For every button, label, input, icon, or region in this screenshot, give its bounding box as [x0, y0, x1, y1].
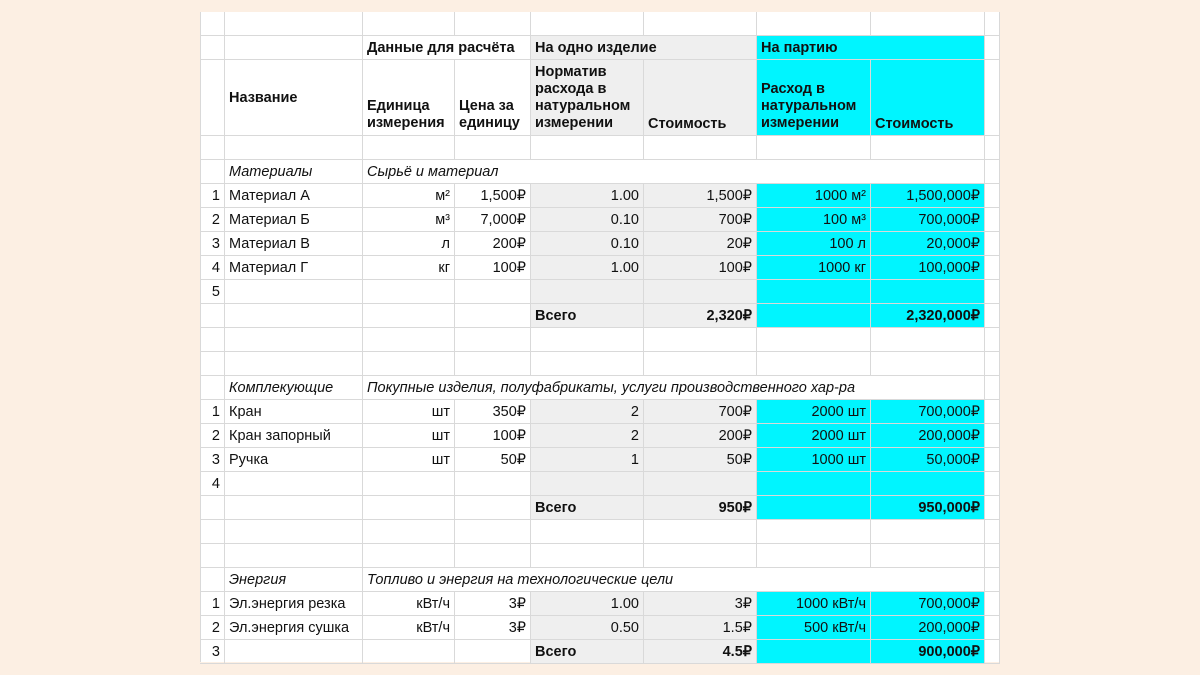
cell-unit[interactable]: м²: [363, 184, 455, 208]
row-number[interactable]: 4: [200, 472, 225, 496]
empty-cell[interactable]: [225, 640, 363, 664]
column-header-norm[interactable]: Норматив расхода в натуральном измерении: [531, 60, 644, 136]
row-number[interactable]: 1: [200, 592, 225, 616]
empty-cell[interactable]: [531, 544, 644, 568]
column-header-cost[interactable]: Стоимость: [644, 60, 757, 136]
empty-cell[interactable]: [200, 60, 225, 136]
cell-norm[interactable]: 1.00: [531, 592, 644, 616]
empty-cell[interactable]: [200, 12, 225, 36]
cell-batch-usage[interactable]: [757, 280, 871, 304]
total-cost[interactable]: 4.5₽: [644, 640, 757, 664]
row-number[interactable]: 2: [200, 424, 225, 448]
cell-norm[interactable]: 1.00: [531, 256, 644, 280]
empty-cell[interactable]: [985, 184, 1000, 208]
section-subtitle[interactable]: Сырьё и материал: [363, 160, 985, 184]
cell-unit[interactable]: [363, 472, 455, 496]
cell-name[interactable]: Материал В: [225, 232, 363, 256]
cell-price[interactable]: 3₽: [455, 592, 531, 616]
cell-batch-usage[interactable]: 500 кВт/ч: [757, 616, 871, 640]
cell-price[interactable]: 7,000₽: [455, 208, 531, 232]
empty-cell[interactable]: [200, 160, 225, 184]
cell-batch-usage[interactable]: 100 л: [757, 232, 871, 256]
empty-cell[interactable]: [225, 496, 363, 520]
header-data-for-calc[interactable]: Данные для расчёта: [363, 36, 531, 60]
row-number[interactable]: [200, 496, 225, 520]
cell-batch-usage[interactable]: 1000 шт: [757, 448, 871, 472]
cell-price[interactable]: [455, 280, 531, 304]
total-batch-cost[interactable]: 2,320,000₽: [871, 304, 985, 328]
empty-cell[interactable]: [200, 376, 225, 400]
empty-cell[interactable]: [985, 328, 1000, 352]
empty-cell[interactable]: [985, 208, 1000, 232]
empty-cell[interactable]: [871, 136, 985, 160]
cell-batch-cost[interactable]: 200,000₽: [871, 424, 985, 448]
cell-name[interactable]: Материал Г: [225, 256, 363, 280]
header-per-batch[interactable]: На партию: [757, 36, 985, 60]
empty-cell[interactable]: [985, 448, 1000, 472]
cell-norm[interactable]: 2: [531, 424, 644, 448]
row-number[interactable]: 2: [200, 208, 225, 232]
empty-cell[interactable]: [225, 36, 363, 60]
cell-name[interactable]: [225, 472, 363, 496]
section-subtitle[interactable]: Покупные изделия, полуфабрикаты, услуги производственного хар-ра: [363, 376, 985, 400]
empty-cell[interactable]: [225, 328, 363, 352]
empty-cell[interactable]: [225, 520, 363, 544]
cell-cost[interactable]: 3₽: [644, 592, 757, 616]
cell-cost[interactable]: 700₽: [644, 208, 757, 232]
empty-cell[interactable]: [985, 592, 1000, 616]
empty-cell[interactable]: [531, 520, 644, 544]
cell-batch-usage[interactable]: [757, 472, 871, 496]
column-header-name[interactable]: Название: [225, 60, 363, 136]
empty-cell[interactable]: [985, 60, 1000, 136]
empty-cell[interactable]: [985, 36, 1000, 60]
empty-cell[interactable]: [363, 496, 455, 520]
empty-cell[interactable]: [200, 520, 225, 544]
cell-name[interactable]: Кран: [225, 400, 363, 424]
empty-cell[interactable]: [455, 352, 531, 376]
empty-cell[interactable]: [455, 12, 531, 36]
cell-norm[interactable]: 0.50: [531, 616, 644, 640]
empty-cell[interactable]: [871, 520, 985, 544]
cell-norm[interactable]: 1: [531, 448, 644, 472]
cell-name[interactable]: Эл.энергия сушка: [225, 616, 363, 640]
cell-cost[interactable]: 1.5₽: [644, 616, 757, 640]
cell-price[interactable]: 200₽: [455, 232, 531, 256]
cell-name[interactable]: Материал Б: [225, 208, 363, 232]
cell-unit[interactable]: шт: [363, 424, 455, 448]
cell-price[interactable]: 100₽: [455, 256, 531, 280]
empty-cell[interactable]: [531, 12, 644, 36]
cell-batch-usage[interactable]: 2000 шт: [757, 400, 871, 424]
empty-cell[interactable]: [363, 12, 455, 36]
cell-name[interactable]: [225, 280, 363, 304]
cell-cost[interactable]: 200₽: [644, 424, 757, 448]
total-cost[interactable]: 2,320₽: [644, 304, 757, 328]
empty-cell[interactable]: [985, 304, 1000, 328]
empty-cell[interactable]: [644, 520, 757, 544]
empty-cell[interactable]: [363, 328, 455, 352]
empty-cell[interactable]: [871, 352, 985, 376]
empty-cell[interactable]: [644, 328, 757, 352]
row-number[interactable]: 3: [200, 640, 225, 664]
row-number[interactable]: 1: [200, 184, 225, 208]
empty-cell[interactable]: [200, 568, 225, 592]
sheet-left-edge: [200, 12, 201, 662]
empty-cell[interactable]: [363, 136, 455, 160]
empty-cell[interactable]: [225, 304, 363, 328]
empty-cell[interactable]: [225, 136, 363, 160]
cell-cost[interactable]: 20₽: [644, 232, 757, 256]
cell-batch-cost[interactable]: 100,000₽: [871, 256, 985, 280]
empty-cell[interactable]: [200, 136, 225, 160]
cell-price[interactable]: 350₽: [455, 400, 531, 424]
cell-unit[interactable]: кВт/ч: [363, 616, 455, 640]
column-header-unit[interactable]: Единица измерения: [363, 60, 455, 136]
empty-cell[interactable]: [363, 352, 455, 376]
empty-cell[interactable]: [985, 400, 1000, 424]
cell-price[interactable]: 50₽: [455, 448, 531, 472]
total-label[interactable]: Всего: [531, 640, 644, 664]
empty-cell[interactable]: [531, 352, 644, 376]
column-header-batch-cost[interactable]: Стоимость: [871, 60, 985, 136]
total-label[interactable]: Всего: [531, 304, 644, 328]
cell-norm[interactable]: 1.00: [531, 184, 644, 208]
row-number[interactable]: 3: [200, 232, 225, 256]
total-batch-cost[interactable]: 900,000₽: [871, 640, 985, 664]
cell-unit[interactable]: шт: [363, 448, 455, 472]
empty-cell[interactable]: [363, 520, 455, 544]
column-header-price[interactable]: Цена за единицу: [455, 60, 531, 136]
empty-cell[interactable]: [985, 520, 1000, 544]
cell-batch-usage[interactable]: 100 м³: [757, 208, 871, 232]
section-subtitle[interactable]: Топливо и энергия на технологические цели: [363, 568, 985, 592]
empty-cell[interactable]: [531, 136, 644, 160]
cell-batch-cost[interactable]: 700,000₽: [871, 208, 985, 232]
empty-cell[interactable]: [757, 496, 871, 520]
cell-price[interactable]: 100₽: [455, 424, 531, 448]
empty-cell[interactable]: [985, 496, 1000, 520]
empty-cell[interactable]: [985, 352, 1000, 376]
empty-cell[interactable]: [985, 472, 1000, 496]
empty-cell[interactable]: [757, 544, 871, 568]
cell-unit[interactable]: кг: [363, 256, 455, 280]
empty-cell[interactable]: [200, 328, 225, 352]
cell-batch-cost[interactable]: 50,000₽: [871, 448, 985, 472]
empty-cell[interactable]: [985, 136, 1000, 160]
cell-cost[interactable]: 50₽: [644, 448, 757, 472]
empty-cell[interactable]: [455, 136, 531, 160]
empty-cell[interactable]: [985, 544, 1000, 568]
total-batch-cost[interactable]: 950,000₽: [871, 496, 985, 520]
cell-norm[interactable]: 0.10: [531, 232, 644, 256]
cell-price[interactable]: 1,500₽: [455, 184, 531, 208]
empty-cell[interactable]: [200, 352, 225, 376]
cell-name[interactable]: Кран запорный: [225, 424, 363, 448]
section-title[interactable]: Комплекующие: [225, 376, 363, 400]
cell-norm[interactable]: [531, 280, 644, 304]
cell-cost[interactable]: 100₽: [644, 256, 757, 280]
cell-cost[interactable]: 1,500₽: [644, 184, 757, 208]
header-per-item[interactable]: На одно изделие: [531, 36, 757, 60]
cell-batch-usage[interactable]: 1000 м²: [757, 184, 871, 208]
cell-price[interactable]: 3₽: [455, 616, 531, 640]
cell-cost[interactable]: [644, 280, 757, 304]
spreadsheet: [200, 12, 1000, 662]
cell-unit[interactable]: шт: [363, 400, 455, 424]
empty-cell[interactable]: [757, 136, 871, 160]
cell-norm[interactable]: 2: [531, 400, 644, 424]
empty-cell[interactable]: [871, 328, 985, 352]
cell-batch-cost[interactable]: 1,500,000₽: [871, 184, 985, 208]
row-number[interactable]: 4: [200, 256, 225, 280]
empty-cell[interactable]: [644, 544, 757, 568]
empty-cell[interactable]: [757, 12, 871, 36]
empty-cell[interactable]: [644, 352, 757, 376]
empty-cell[interactable]: [363, 640, 455, 664]
row-number[interactable]: [200, 304, 225, 328]
empty-cell[interactable]: [225, 544, 363, 568]
empty-cell[interactable]: [455, 496, 531, 520]
empty-cell[interactable]: [985, 256, 1000, 280]
empty-cell[interactable]: [757, 520, 871, 544]
empty-cell[interactable]: [757, 352, 871, 376]
empty-cell[interactable]: [225, 352, 363, 376]
cell-price[interactable]: [455, 472, 531, 496]
cell-unit[interactable]: м³: [363, 208, 455, 232]
empty-cell[interactable]: [225, 12, 363, 36]
cell-cost[interactable]: 700₽: [644, 400, 757, 424]
cell-batch-cost[interactable]: 700,000₽: [871, 592, 985, 616]
empty-cell[interactable]: [455, 640, 531, 664]
cell-batch-cost[interactable]: 200,000₽: [871, 616, 985, 640]
empty-cell[interactable]: [871, 12, 985, 36]
cell-name[interactable]: Эл.энергия резка: [225, 592, 363, 616]
section-title[interactable]: Энергия: [225, 568, 363, 592]
cell-batch-cost[interactable]: 20,000₽: [871, 232, 985, 256]
cell-name[interactable]: Материал А: [225, 184, 363, 208]
column-header-batch-usage[interactable]: Расход в натуральном измерении: [757, 60, 871, 136]
empty-cell[interactable]: [644, 12, 757, 36]
cell-batch-cost[interactable]: 700,000₽: [871, 400, 985, 424]
row-number[interactable]: 3: [200, 448, 225, 472]
empty-cell[interactable]: [985, 12, 1000, 36]
empty-cell[interactable]: [455, 520, 531, 544]
empty-cell[interactable]: [644, 136, 757, 160]
empty-cell[interactable]: [985, 640, 1000, 664]
empty-cell[interactable]: [985, 568, 1000, 592]
cell-norm[interactable]: 0.10: [531, 208, 644, 232]
empty-cell[interactable]: [985, 280, 1000, 304]
empty-cell[interactable]: [363, 544, 455, 568]
total-label[interactable]: Всего: [531, 496, 644, 520]
cell-name[interactable]: Ручка: [225, 448, 363, 472]
section-title[interactable]: Материалы: [225, 160, 363, 184]
empty-cell[interactable]: [985, 160, 1000, 184]
cell-norm[interactable]: [531, 472, 644, 496]
cell-unit[interactable]: кВт/ч: [363, 592, 455, 616]
empty-cell[interactable]: [871, 544, 985, 568]
empty-cell[interactable]: [757, 640, 871, 664]
empty-cell[interactable]: [455, 544, 531, 568]
empty-cell[interactable]: [985, 232, 1000, 256]
empty-cell[interactable]: [985, 424, 1000, 448]
cell-batch-cost[interactable]: [871, 472, 985, 496]
cell-unit[interactable]: [363, 280, 455, 304]
row-number[interactable]: 1: [200, 400, 225, 424]
cell-batch-usage[interactable]: 1000 кг: [757, 256, 871, 280]
total-cost[interactable]: 950₽: [644, 496, 757, 520]
cell-batch-cost[interactable]: [871, 280, 985, 304]
empty-cell[interactable]: [985, 376, 1000, 400]
cell-batch-usage[interactable]: 1000 кВт/ч: [757, 592, 871, 616]
cell-cost[interactable]: [644, 472, 757, 496]
cell-batch-usage[interactable]: 2000 шт: [757, 424, 871, 448]
empty-cell[interactable]: [757, 304, 871, 328]
empty-cell[interactable]: [985, 616, 1000, 640]
empty-cell[interactable]: [200, 36, 225, 60]
row-number[interactable]: 5: [200, 280, 225, 304]
empty-cell[interactable]: [200, 544, 225, 568]
empty-cell[interactable]: [363, 304, 455, 328]
empty-cell[interactable]: [455, 328, 531, 352]
row-number[interactable]: 2: [200, 616, 225, 640]
empty-cell[interactable]: [455, 304, 531, 328]
cell-unit[interactable]: л: [363, 232, 455, 256]
empty-cell[interactable]: [757, 328, 871, 352]
empty-cell[interactable]: [531, 328, 644, 352]
